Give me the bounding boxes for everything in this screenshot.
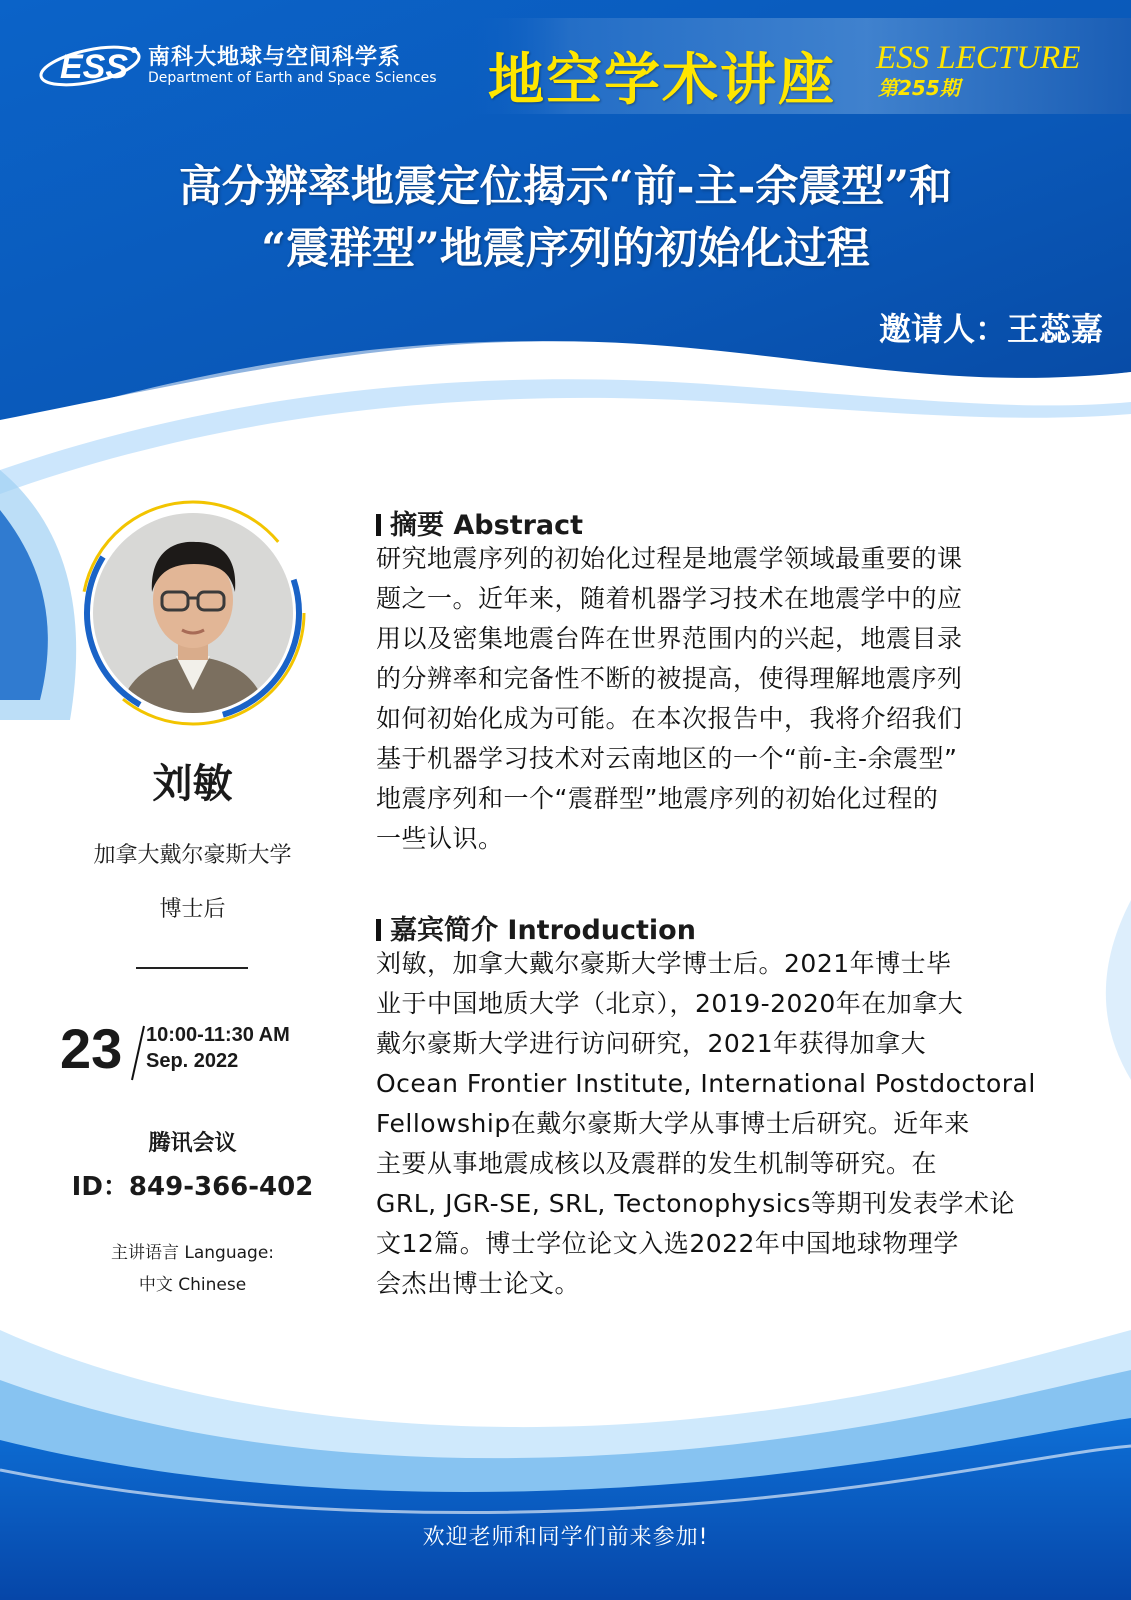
lecture-series-en: ESS LECTURE <box>876 40 1081 76</box>
abstract-line: 基于机器学习技术对云南地区的一个“前-主-余震型” <box>376 744 958 773</box>
introduction-heading-text: 嘉宾简介 Introduction <box>390 915 696 946</box>
speaker-photo <box>80 500 306 726</box>
section-bar-icon <box>376 919 381 941</box>
department-name-cn: 南科大地球与空间科学系 <box>148 45 402 70</box>
language-value: 中文 Chinese <box>138 1275 247 1295</box>
introduction-line: 会杰出博士论文。 <box>376 1269 581 1298</box>
introduction-body <box>376 944 1060 1304</box>
meeting-id: ID：849-366-402 <box>71 1172 314 1202</box>
divider <box>136 967 248 969</box>
introduction-line: 戴尔豪斯大学进行访问研究，2021年获得加拿大 <box>376 1029 927 1058</box>
abstract-body <box>376 539 1060 859</box>
abstract-line: 研究地震序列的初始化过程是地震学领域最重要的课 <box>376 544 963 573</box>
abstract-heading <box>376 503 583 542</box>
introduction-line: 文12篇。博士学位论文入选2022年中国地球物理学 <box>376 1229 959 1258</box>
introduction-line: Ocean Frontier Institute, International Postdoctoral <box>376 1069 1036 1098</box>
event-time: 10:00-11:30 AM <box>146 1024 290 1046</box>
abstract-line: 地震序列和一个“震群型”地震序列的初始化过程的 <box>376 784 939 813</box>
section-bar-icon <box>376 514 381 536</box>
abstract-heading-text: 摘要 Abstract <box>390 510 584 541</box>
event-day: 23 <box>60 1017 123 1080</box>
talk-title-line-1: 高分辨率地震定位揭示“前-主-余震型”和 <box>178 162 953 212</box>
meeting-platform: 腾讯会议 <box>148 1131 237 1156</box>
abstract-line: 的分辨率和完备性不断的被提高，使得理解地震序列 <box>376 664 963 693</box>
speaker-name: 刘敏 <box>152 761 233 807</box>
introduction-line: 业于中国地质大学（北京），2019-2020年在加拿大 <box>376 989 964 1018</box>
introduction-line: Fellowship在戴尔豪斯大学从事博士后研究。近年来 <box>376 1109 970 1138</box>
svg-text:ESS: ESS <box>60 48 129 86</box>
event-month-year: Sep. 2022 <box>146 1050 239 1072</box>
language-label: 主讲语言 Language: <box>110 1243 275 1263</box>
abstract-line: 用以及密集地震台阵在世界范围内的兴起，地震目录 <box>376 624 963 653</box>
abstract-line: 一些认识。 <box>376 824 504 853</box>
introduction-line: GRL, JGR-SE, SRL, Tectonophysics等期刊发表学术论 <box>376 1189 1015 1218</box>
department-name-en: Department of Earth and Space Sciences <box>148 70 437 86</box>
talk-title <box>20 156 1111 280</box>
introduction-line: 主要从事地震成核以及震群的发生机制等研究。在 <box>376 1149 938 1178</box>
introduction-line: 刘敏，加拿大戴尔豪斯大学博士后。2021年博士毕 <box>376 949 952 978</box>
speaker-position: 博士后 <box>159 897 226 922</box>
talk-title-line-2: “震群型”地震序列的初始化过程 <box>261 224 870 274</box>
abstract-line: 题之一。近年来，随着机器学习技术在地震学中的应 <box>376 584 963 613</box>
lecture-issue-number: 第255期 <box>878 76 960 100</box>
footer-welcome: 欢迎老师和同学们前来参加! <box>422 1525 709 1550</box>
university-logo <box>36 36 146 94</box>
inviter: 邀请人：王蕊嘉 <box>878 310 1103 348</box>
lecture-series-title: 地空学术讲座 <box>488 47 836 113</box>
introduction-heading <box>376 908 696 947</box>
abstract-line: 如何初始化成为可能。在本次报告中，我将介绍我们 <box>376 704 963 733</box>
speaker-affiliation: 加拿大戴尔豪斯大学 <box>93 843 292 868</box>
date-separator <box>128 1024 148 1082</box>
